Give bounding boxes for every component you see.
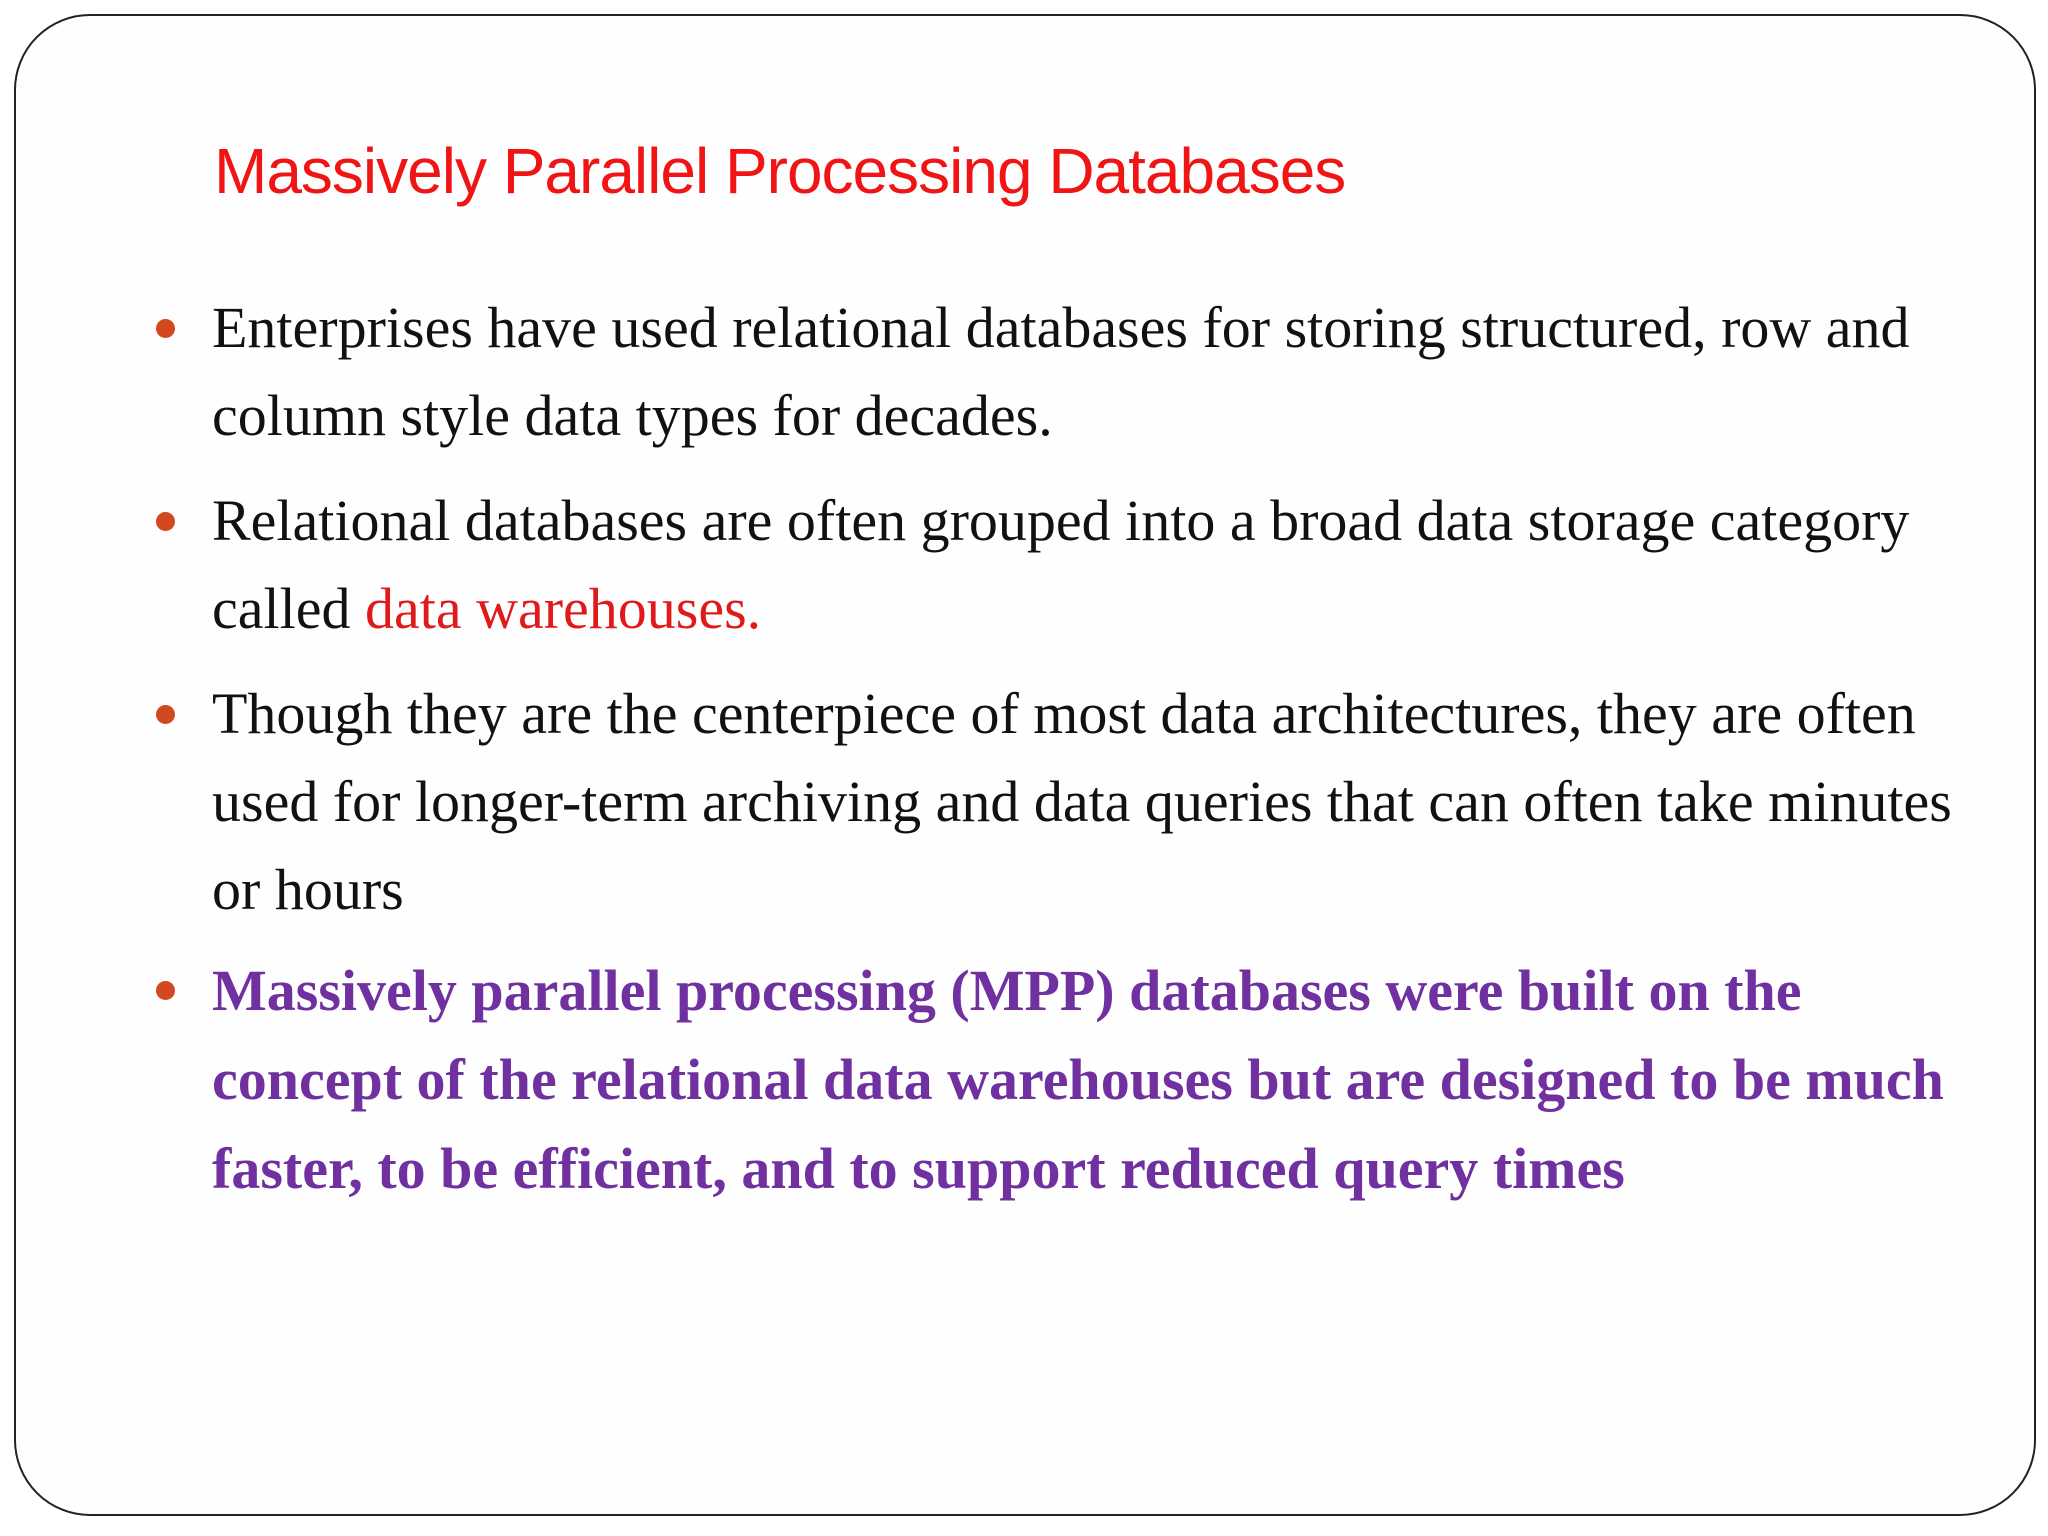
bullet-item-centerpiece bbox=[212, 670, 1992, 934]
bullet-item-enterprises bbox=[212, 284, 1992, 460]
bullet-text-emphasized: Massively parallel processing (MPP) databases were built on the concept of the relational data warehouses but are designed to be much faster, to be efficient, and to support reduced query times bbox=[212, 958, 1944, 1201]
bullet-dot-icon bbox=[156, 319, 175, 338]
bullet-dot-icon bbox=[156, 512, 175, 531]
bullet-item-relational bbox=[212, 477, 1992, 653]
bullet-item-mpp bbox=[212, 946, 1992, 1213]
bullet-text: Enterprises have used relational databases for storing structured, row and column style data types for decades. bbox=[212, 295, 1910, 448]
bullet-list bbox=[212, 284, 1992, 1213]
slide-title: Massively Parallel Processing Databases bbox=[214, 135, 1346, 207]
bullet-dot-icon bbox=[156, 705, 175, 724]
slide-frame bbox=[14, 14, 2036, 1516]
bullet-dot-icon bbox=[156, 981, 175, 1000]
bullet-text: Relational databases are often grouped into a broad data storage category called bbox=[212, 488, 1910, 641]
bullet-text: Though they are the centerpiece of most data architectures, they are often used for longer-term archiving and data queries that can often take minutes or hours bbox=[212, 681, 1952, 922]
highlighted-term: data warehouses. bbox=[364, 576, 762, 641]
